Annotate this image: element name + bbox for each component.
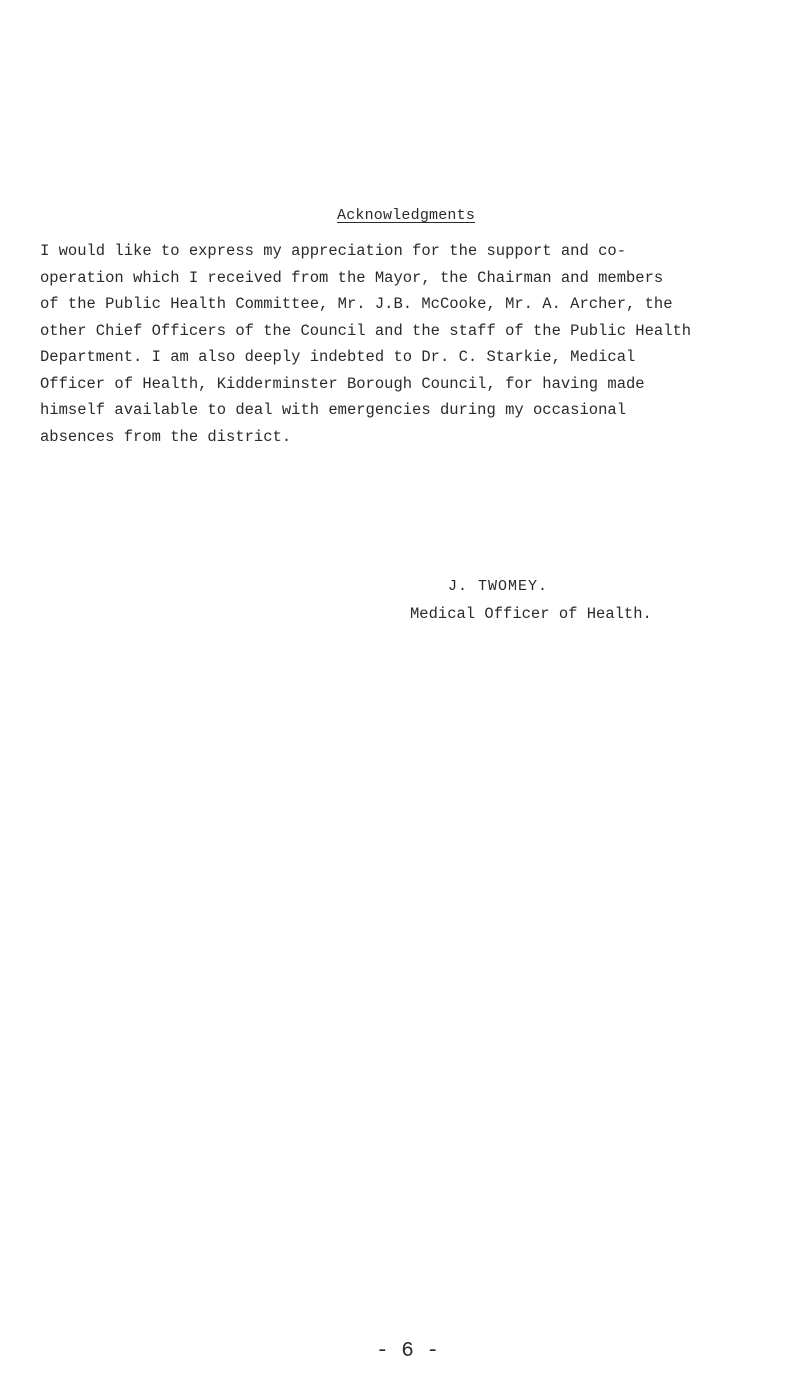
- acknowledgment-paragraph: [40, 238, 780, 450]
- paragraph-line: absences from the district.: [40, 427, 292, 446]
- paragraph-line: other Chief Officers of the Council and the staff of the Public Health: [40, 321, 692, 340]
- paragraph-line: operation which I received from the Mayor, the Chairman and members: [40, 268, 664, 287]
- paragraph-line: of the Public Health Committee, Mr. J.B. McCooke, Mr. A. Archer, the: [40, 295, 673, 313]
- paragraph-line: himself available to deal with emergencies during my occasional: [40, 401, 626, 419]
- paragraph-line: Department. I am also deeply indebted to Dr. C. Starkie, Medical: [40, 348, 636, 366]
- signature-name: J. TWOMEY.: [448, 578, 549, 595]
- page-title: Acknowledgments: [337, 207, 476, 224]
- paragraph-line: I would like to express my appreciation for the support and co-: [40, 242, 626, 260]
- paragraph-line: Officer of Health, Kidderminster Borough Council, for having made: [40, 374, 645, 393]
- page-number: - 6 -: [376, 1340, 440, 1363]
- signature-title: Medical Officer of Health.: [410, 605, 652, 623]
